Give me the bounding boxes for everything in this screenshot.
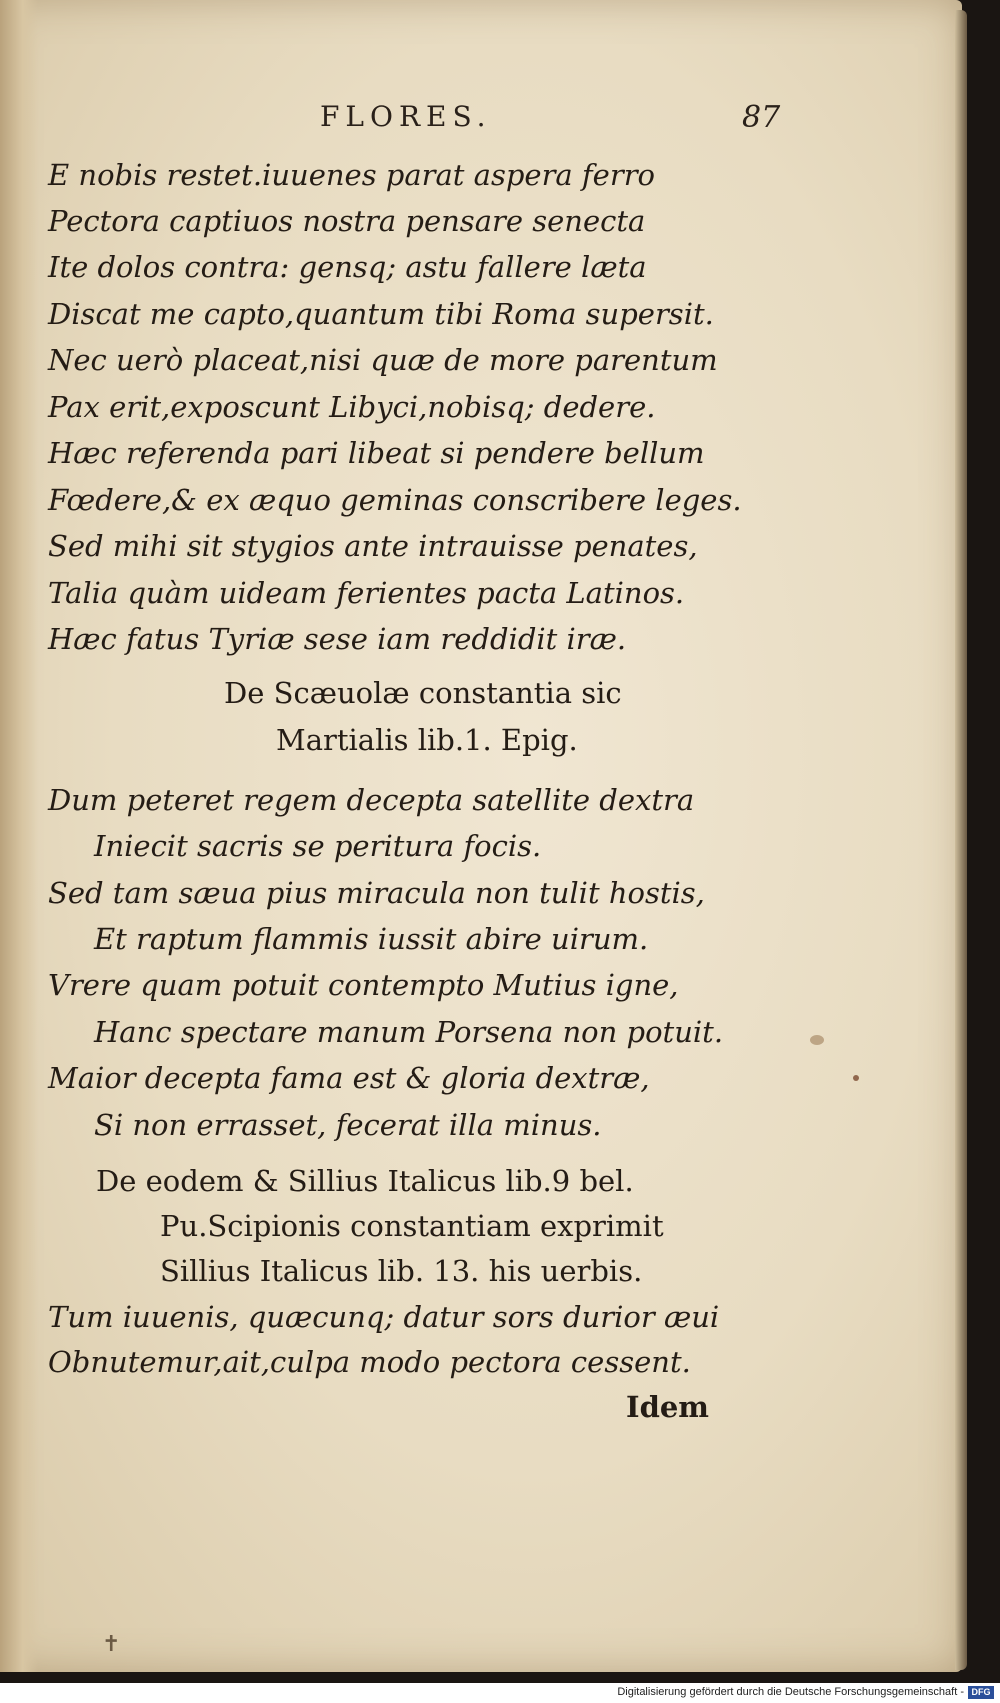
poem2-line: Dum peteret regem decepta satellite dextra [48, 783, 695, 817]
poem2-line: Si non errasset, fecerat illa minus. [94, 1108, 602, 1142]
paper-stain-small [853, 1075, 859, 1081]
poem2-line: Sed tam sæua pius miracula non tulit hostis, [48, 876, 705, 910]
poem2-line: Iniecit sacris se peritura focis. [94, 829, 542, 863]
poem1-line: Hæc fatus Tyriæ sese iam reddidit iræ. [48, 622, 627, 656]
poem1-line: E nobis restet.iuuenes parat aspera ferro [48, 158, 656, 192]
catchword: Idem [626, 1390, 709, 1424]
page-edge [955, 10, 967, 1670]
poem1-line: Pectora captiuos nostra pensare senecta [48, 204, 646, 238]
poem1-line: Fœdere,& ex æquo geminas conscribere leges. [48, 483, 742, 517]
poem1-line: Sed mihi sit stygios ante intrauisse penates, [48, 529, 698, 563]
poem1-line: Discat me capto,quantum tibi Roma supersit. [48, 297, 714, 331]
page-gutter-shadow [0, 0, 38, 1672]
poem1-line: Pax erit,exposcunt Libyci,nobisq; dedere. [48, 390, 656, 424]
poem2-line: Vrere quam potuit contempto Mutius igne, [48, 968, 679, 1002]
poem1-line: Ite dolos contra: gensq; astu fallere læta [48, 250, 647, 284]
paper-stain [810, 1035, 824, 1045]
footer-credit: Digitalisierung gefördert durch die Deutsche Forschungsgemeinschaft - [617, 1686, 964, 1698]
poem2-line: Et raptum flammis iussit abire uirum. [94, 922, 649, 956]
poem3-line: Obnutemur,ait,culpa modo pectora cessent. [48, 1345, 691, 1379]
section-heading-line: De eodem & Sillius Italicus lib.9 bel. [96, 1164, 634, 1198]
section-heading-line: Pu.Scipionis constantiam exprimit [160, 1209, 664, 1243]
printer-mark-icon: ✝ [102, 1632, 121, 1657]
dfg-logo: DFG [968, 1686, 994, 1699]
poem1-line: Talia quàm uideam ferientes pacta Latinos. [48, 576, 685, 610]
poem1-line: Nec uerò placeat,nisi quæ de more parentum [48, 343, 718, 377]
section-heading-line: De Scæuolæ constantia sic [224, 676, 622, 710]
poem3-line: Tum iuuenis, quæcunq; datur sors durior æui [48, 1300, 720, 1334]
section-heading-line: Martialis lib.1. Epig. [276, 723, 578, 757]
running-head: FLORES. [320, 100, 492, 133]
section-heading-line: Sillius Italicus lib. 13. his uerbis. [160, 1254, 643, 1288]
poem2-line: Maior decepta fama est & gloria dextræ, [48, 1061, 650, 1095]
page-number: 87 [742, 100, 781, 135]
poem1-line: Hæc referenda pari libeat si pendere bellum [48, 436, 705, 470]
poem2-line: Hanc spectare manum Porsena non potuit. [94, 1015, 724, 1049]
